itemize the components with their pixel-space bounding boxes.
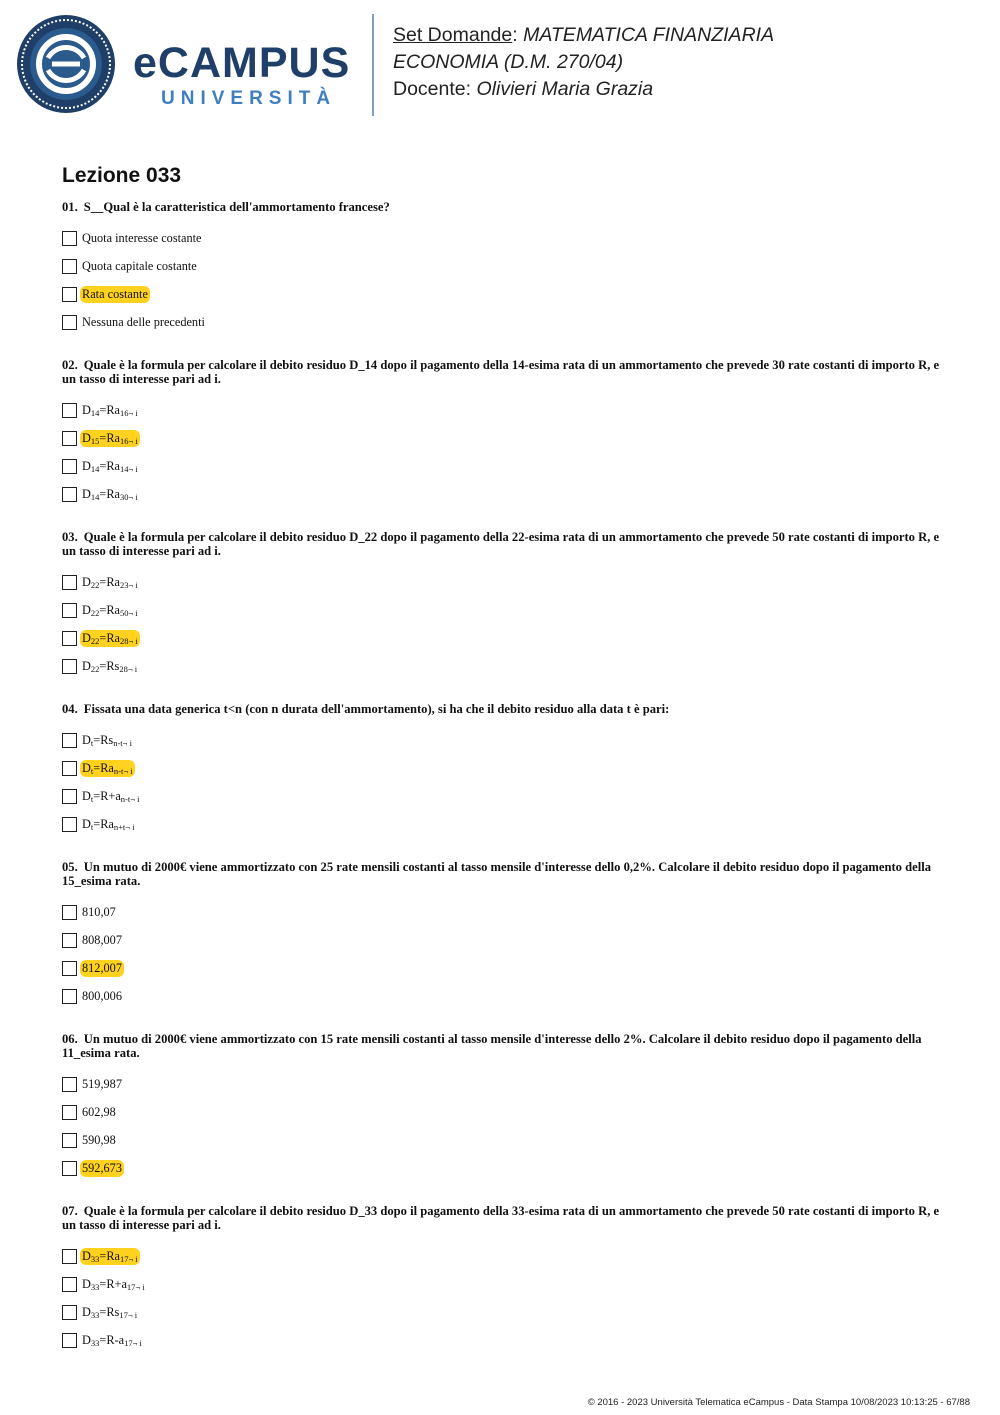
answer-main-text: Quota capitale costante [82, 258, 197, 273]
question-number: 01. [62, 200, 78, 214]
answer-subscript: 14 [90, 407, 100, 418]
answer-main-text: D [82, 1276, 91, 1291]
answer-formula-text: =R+a [99, 1276, 127, 1291]
question-text [62, 530, 942, 558]
answer-formula-text: =Rs [99, 658, 120, 673]
answer-option[interactable] [62, 810, 942, 838]
answer-option[interactable] [62, 1270, 942, 1298]
answer-subscript: 14 [90, 491, 100, 502]
answer-checkbox[interactable] [62, 659, 77, 674]
question-body: Un mutuo di 2000€ viene ammortizzato con 25 rate mensili costanti al tasso mensile d'interesse dello 0,2%. Calcolare il debito residuo dopo il pagamento della 15_esima rata. [62, 860, 931, 888]
question-3 [62, 530, 942, 680]
question-number: 03. [62, 530, 78, 544]
answer-subscript: 22 [90, 607, 100, 618]
answer-option[interactable] [62, 568, 942, 596]
question-2 [62, 358, 942, 508]
answer-label [80, 1332, 144, 1349]
answer-main-text: D [82, 430, 91, 445]
answer-label [80, 602, 140, 619]
answer-main-text: D [82, 732, 91, 747]
answer-label [80, 960, 124, 977]
answer-main-text: D [82, 402, 91, 417]
question-number: 06. [62, 1032, 78, 1046]
answer-label [80, 258, 199, 275]
answer-checkbox[interactable] [62, 603, 77, 618]
answer-main-text: 519,987 [82, 1076, 122, 1091]
answer-main-text: Rata costante [82, 286, 148, 301]
question-number: 02. [62, 358, 78, 372]
answer-checkbox[interactable] [62, 1133, 77, 1148]
answer-annuity-subscript: 28¬ i [120, 635, 138, 646]
program-line [393, 49, 774, 76]
answer-option[interactable] [62, 782, 942, 810]
question-4 [62, 702, 942, 838]
answer-option[interactable] [62, 624, 942, 652]
answer-annuity-subscript: 17¬ i [119, 1309, 138, 1320]
question-body: Quale è la formula per calcolare il debito residuo D_33 dopo il pagamento della 33-esima rata di un ammortamento che prevede 50 rate costanti di importo R, e un tasso di interesse pari ad i. [62, 1204, 940, 1232]
question-5 [62, 860, 942, 1010]
answer-annuity-subscript: n-t¬ i [113, 737, 132, 748]
answer-main-text: D [82, 1332, 91, 1347]
question-body: Quale è la formula per calcolare il debito residuo D_14 dopo il pagamento della 14-esima rata di un ammortamento che prevede 30 rate costanti di importo R, e un tasso di interesse pari ad i. [62, 358, 940, 386]
header-divider [372, 14, 374, 116]
answer-main-text: D [82, 630, 91, 645]
answer-option[interactable] [62, 1242, 942, 1270]
answer-label [80, 788, 142, 805]
answer-main-text: Nessuna delle precedenti [82, 314, 205, 329]
answer-subscript: 14 [90, 463, 100, 474]
teacher-sep: : [465, 78, 477, 100]
answer-annuity-subscript: 23¬ i [120, 579, 138, 590]
question-number: 04. [62, 702, 78, 716]
course-name: MATEMATICA FINANZIARIA [523, 24, 775, 46]
answer-annuity-subscript: 16¬ i [120, 407, 138, 418]
answer-formula-text: =Ra [93, 816, 114, 831]
answer-checkbox[interactable] [62, 933, 77, 948]
answer-option[interactable] [62, 452, 942, 480]
answer-subscript: 33 [90, 1309, 100, 1320]
question-text [62, 860, 942, 888]
answer-checkbox[interactable] [62, 761, 77, 776]
brand-sub-text: UNIVERSITÀ [161, 88, 337, 109]
answer-formula-text: =Ra [99, 486, 120, 501]
answer-checkbox[interactable] [62, 789, 77, 804]
answer-label [80, 1076, 124, 1093]
answer-formula-text: =Rs [93, 732, 114, 747]
answer-annuity-subscript: 17¬ i [124, 1337, 142, 1348]
answer-checkbox[interactable] [62, 1333, 77, 1348]
answer-annuity-subscript: 16¬ i [120, 435, 138, 446]
answer-main-text: 602,98 [82, 1104, 116, 1119]
answer-formula-text: =R+a [93, 788, 121, 803]
answer-option[interactable] [62, 982, 942, 1010]
answer-label [80, 904, 118, 921]
answer-main-text: 800,006 [82, 988, 122, 1003]
answer-main-text: D [82, 486, 91, 501]
answer-main-text: D [82, 658, 91, 673]
answer-option[interactable] [62, 926, 942, 954]
answer-option[interactable] [62, 1154, 942, 1182]
teacher-name: Olivieri Maria Grazia [476, 78, 654, 100]
answer-formula-text: =Ra [99, 402, 120, 417]
answer-annuity-subscript: 17¬ i [120, 1253, 138, 1264]
answer-formula-text: =Ra [99, 574, 120, 589]
question-body: S__Qual è la caratteristica dell'ammortamento francese? [83, 200, 390, 214]
answer-main-text: 808,007 [82, 932, 122, 947]
answer-checkbox[interactable] [62, 575, 77, 590]
course-line [393, 22, 774, 49]
answer-subscript: 22 [90, 579, 100, 590]
answer-subscript: t [90, 821, 94, 832]
answer-formula-text: =Ra [93, 760, 114, 775]
program-name: ECONOMIA (D.M. 270/04) [393, 51, 624, 73]
answer-main-text: 592,673 [82, 1160, 122, 1175]
answer-option[interactable] [62, 424, 942, 452]
answer-checkbox[interactable] [62, 315, 77, 330]
answer-main-text: Quota interesse costante [82, 230, 202, 245]
answer-subscript: 33 [90, 1253, 100, 1264]
answer-checkbox[interactable] [62, 817, 77, 832]
answer-label [80, 402, 140, 419]
answer-checkbox[interactable] [62, 631, 77, 646]
question-6 [62, 1032, 942, 1182]
question-text [62, 702, 942, 716]
answer-main-text: D [82, 458, 91, 473]
set-sep: : [512, 24, 524, 46]
answer-label [80, 1132, 118, 1149]
answer-main-text: D [82, 1304, 91, 1319]
answer-subscript: t [90, 765, 94, 776]
answer-option[interactable] [62, 308, 942, 336]
answer-main-text: 810,07 [82, 904, 116, 919]
answer-checkbox[interactable] [62, 231, 77, 246]
answer-label [80, 630, 140, 647]
answer-label [80, 1160, 124, 1177]
answer-annuity-subscript: n-t¬ i [113, 765, 133, 776]
answer-main-text: D [82, 788, 91, 803]
answer-subscript: 33 [90, 1281, 100, 1292]
answer-option[interactable] [62, 480, 942, 508]
answer-label [80, 1276, 147, 1293]
answer-checkbox[interactable] [62, 459, 77, 474]
answer-checkbox[interactable] [62, 905, 77, 920]
answer-main-text: D [82, 602, 91, 617]
answer-label [80, 1304, 139, 1321]
answer-annuity-subscript: 30¬ i [120, 491, 138, 502]
answer-option[interactable] [62, 280, 942, 308]
answer-checkbox[interactable] [62, 431, 77, 446]
answer-annuity-subscript: 50¬ i [120, 607, 138, 618]
brand-main-text: eCAMPUS [133, 39, 351, 87]
answer-subscript: t [90, 793, 94, 804]
answer-main-text: 590,98 [82, 1132, 116, 1147]
question-text [62, 1032, 942, 1060]
answer-option[interactable] [62, 596, 942, 624]
teacher-line [393, 76, 774, 103]
answer-label [80, 732, 134, 749]
answer-label [80, 430, 140, 447]
answer-checkbox[interactable] [62, 1105, 77, 1120]
answer-label [80, 486, 140, 503]
page-footer: © 2016 - 2023 Università Telematica eCampus - Data Stampa 10/08/2023 10:13:25 - 67/88 [587, 1397, 970, 1408]
answer-checkbox[interactable] [62, 961, 77, 976]
answer-main-text: D [82, 816, 91, 831]
answer-formula-text: =Ra [99, 602, 120, 617]
answer-formula-text: =Ra [99, 630, 120, 645]
set-label: Set Domande [393, 24, 513, 46]
answer-option[interactable] [62, 1326, 942, 1354]
answer-annuity-subscript: n-t¬ i [120, 793, 140, 804]
answer-option[interactable] [62, 224, 942, 252]
answer-label [80, 932, 124, 949]
answer-label [80, 1104, 118, 1121]
answer-option[interactable] [62, 396, 942, 424]
answer-option[interactable] [62, 898, 942, 926]
answer-main-text: D [82, 1248, 91, 1263]
answer-label [80, 816, 137, 833]
answer-checkbox[interactable] [62, 1161, 77, 1176]
answer-main-text: D [82, 574, 91, 589]
answer-subscript: 22 [90, 635, 100, 646]
answer-annuity-subscript: n+t¬ i [113, 821, 135, 832]
question-text [62, 1204, 942, 1232]
answer-checkbox[interactable] [62, 487, 77, 502]
answer-option[interactable] [62, 726, 942, 754]
question-body: Fissata una data generica t<n (con n durata dell'ammortamento), si ha che il debito residuo alla data t è pari: [83, 702, 670, 716]
answer-option[interactable] [62, 1298, 942, 1326]
lesson-title: Lezione 033 [62, 164, 182, 187]
answer-checkbox[interactable] [62, 989, 77, 1004]
answer-formula-text: =Rs [99, 1304, 120, 1319]
answer-checkbox[interactable] [62, 1249, 77, 1264]
course-info [393, 22, 774, 103]
answer-option[interactable] [62, 1070, 942, 1098]
answer-subscript: t [90, 737, 94, 748]
answer-option[interactable] [62, 652, 942, 680]
answer-subscript: 33 [90, 1337, 100, 1348]
answer-checkbox[interactable] [62, 287, 77, 302]
answer-label [80, 458, 140, 475]
answer-label [80, 574, 140, 591]
answer-formula-text: =R-a [99, 1332, 125, 1347]
answer-checkbox[interactable] [62, 1077, 77, 1092]
question-body: Un mutuo di 2000€ viene ammortizzato con 15 rate mensili costanti al tasso mensile d'interesse dello 2%. Calcolare il debito residuo dopo il pagamento della 11_esima rata. [62, 1032, 922, 1060]
answer-option[interactable] [62, 1126, 942, 1154]
question-1 [62, 200, 942, 336]
question-list [62, 200, 942, 1354]
answer-annuity-subscript: 17¬ i [126, 1281, 145, 1292]
answer-subscript: 22 [90, 663, 100, 674]
answer-label [80, 230, 204, 247]
answer-label [80, 314, 207, 331]
answer-option[interactable] [62, 954, 942, 982]
answer-annuity-subscript: 28¬ i [119, 663, 138, 674]
answer-formula-text: =Ra [99, 1248, 120, 1263]
answer-checkbox[interactable] [62, 259, 77, 274]
answer-label [80, 286, 150, 303]
question-7 [62, 1204, 942, 1354]
teacher-label: Docente [393, 78, 466, 100]
answer-label [80, 1248, 140, 1265]
answer-label [80, 658, 139, 675]
answer-checkbox[interactable] [62, 403, 77, 418]
answer-formula-text: =Ra [99, 430, 120, 445]
ecampus-wordmark [133, 40, 358, 120]
page-header [0, 0, 1000, 130]
answer-formula-text: =Ra [99, 458, 120, 473]
answer-label [80, 988, 124, 1005]
answer-main-text: D [82, 760, 91, 775]
answer-option[interactable] [62, 1098, 942, 1126]
question-body: Quale è la formula per calcolare il debito residuo D_22 dopo il pagamento della 22-esima rata di un ammortamento che prevede 50 rate costanti di importo R, e un tasso di interesse pari ad i. [62, 530, 940, 558]
answer-checkbox[interactable] [62, 1277, 77, 1292]
question-number: 05. [62, 860, 78, 874]
question-text [62, 358, 942, 386]
question-number: 07. [62, 1204, 78, 1218]
answer-option[interactable] [62, 252, 942, 280]
question-text [62, 200, 942, 214]
answer-label [80, 760, 135, 777]
answer-option[interactable] [62, 754, 942, 782]
question-set [62, 160, 942, 1376]
answer-annuity-subscript: 14¬ i [120, 463, 138, 474]
ecampus-seal-logo [16, 14, 116, 114]
answer-subscript: 15 [90, 435, 100, 446]
answer-checkbox[interactable] [62, 1305, 77, 1320]
answer-checkbox[interactable] [62, 733, 77, 748]
answer-main-text: 812,007 [82, 960, 122, 975]
